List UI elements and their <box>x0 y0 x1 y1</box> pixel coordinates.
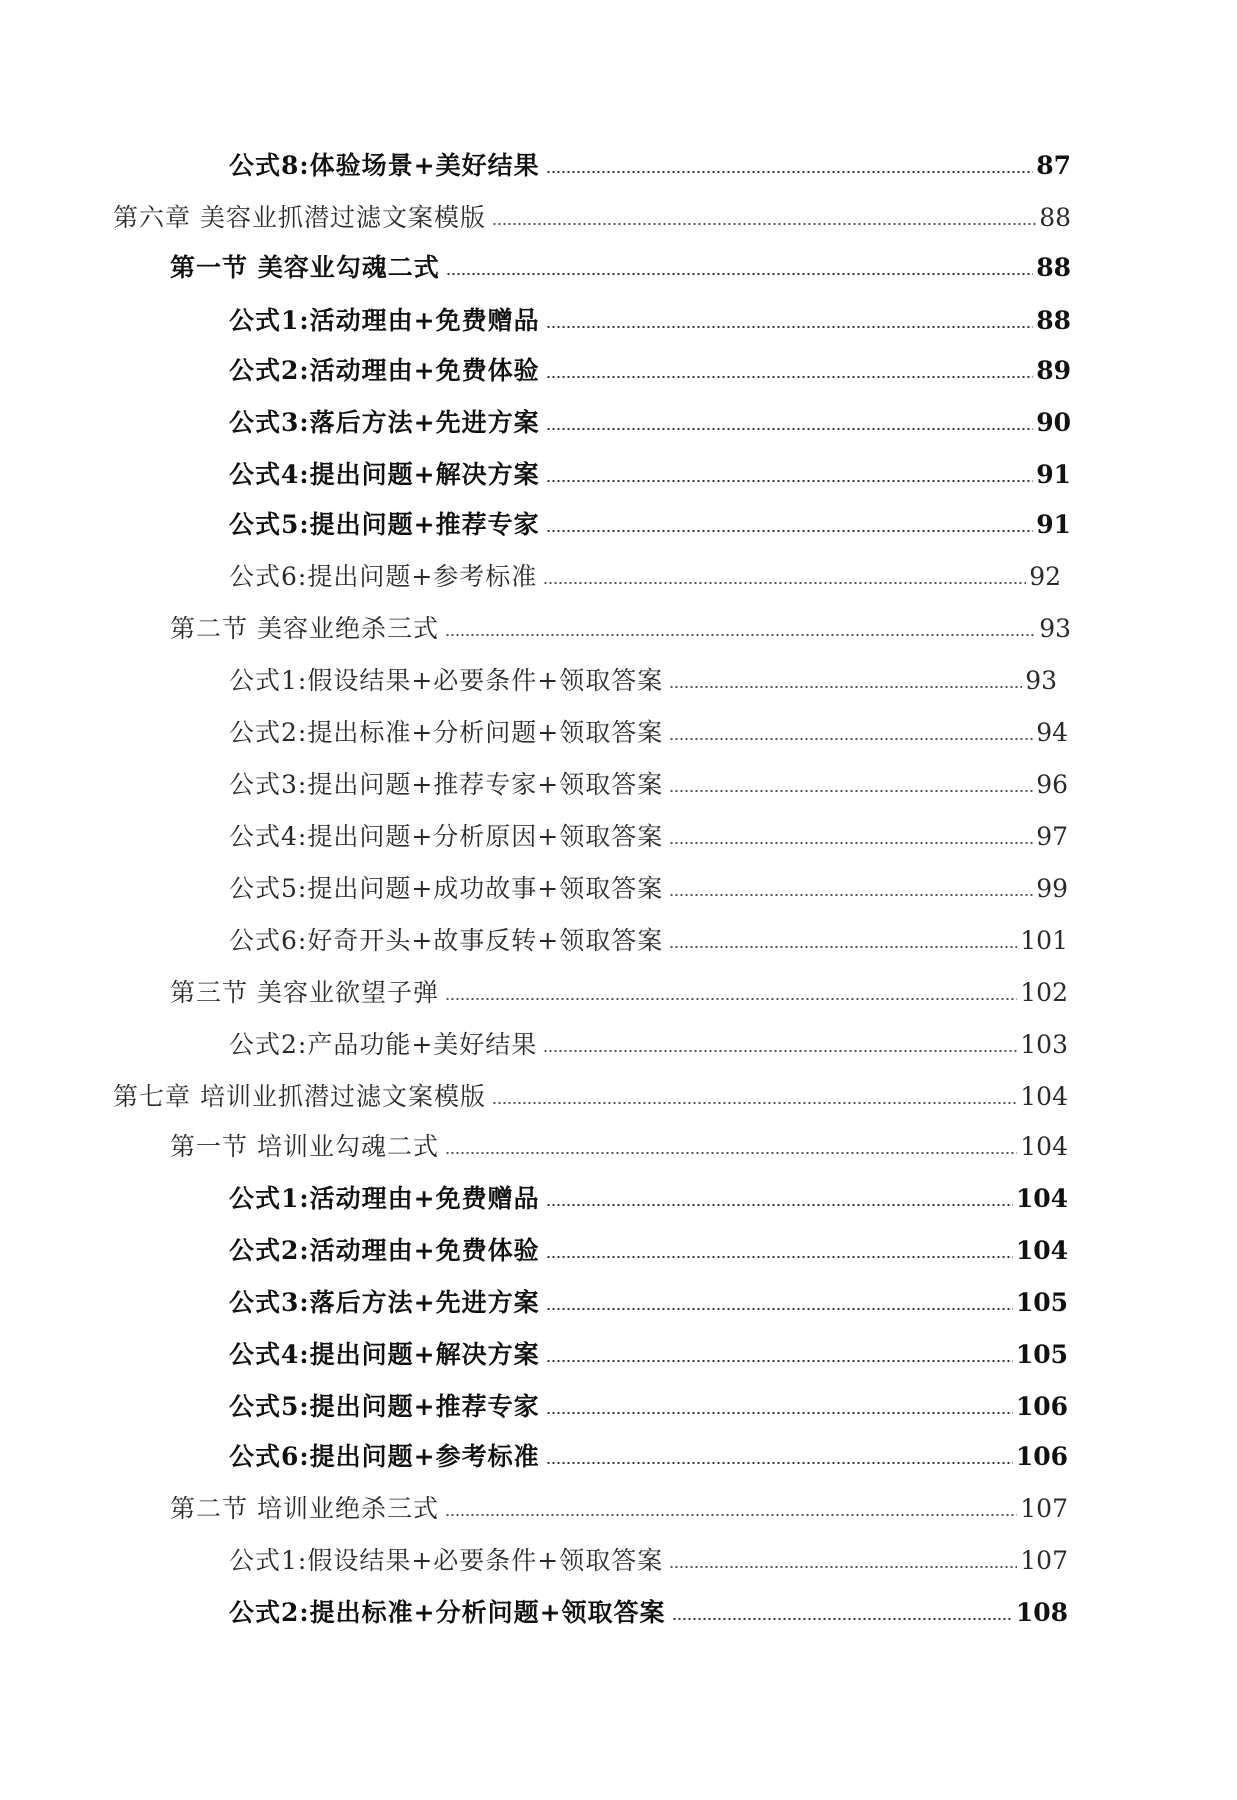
toc-entry[interactable] <box>229 1235 1068 1267</box>
toc-entry-title: 第六章 美容业抓潜过滤文案模版 <box>113 203 486 232</box>
toc-entry-page: 88 <box>1036 253 1071 282</box>
toc-entry[interactable] <box>229 873 1068 905</box>
dot-leader <box>546 1411 1013 1415</box>
toc-entry-page: 88 <box>1036 306 1071 335</box>
toc-entry-page: 97 <box>1036 822 1068 851</box>
toc-entry[interactable] <box>229 150 1071 182</box>
dot-leader <box>669 893 1033 897</box>
toc-entry-title: 公式6:提出问题+参考标准 <box>229 562 538 591</box>
toc-entry-page: 104 <box>1020 1132 1068 1161</box>
toc-section[interactable] <box>170 1493 1068 1525</box>
toc-entry-page: 89 <box>1036 356 1071 385</box>
dot-leader <box>546 1461 1013 1465</box>
toc-entry-page: 87 <box>1036 151 1071 180</box>
toc-entry-title: 第二节 培训业绝杀三式 <box>170 1494 439 1523</box>
toc-entry-title: 公式2:产品功能+美好结果 <box>229 1030 538 1059</box>
toc-entry-page: 91 <box>1036 460 1071 489</box>
toc-entry-title: 公式3:落后方法+先进方案 <box>229 1288 540 1317</box>
toc-entry-page: 104 <box>1015 1184 1068 1213</box>
toc-entry-title: 公式4:提出问题+解决方案 <box>229 460 540 489</box>
dot-leader <box>445 1151 1017 1155</box>
dot-leader <box>669 789 1033 793</box>
dot-leader <box>546 1307 1013 1311</box>
toc-entry[interactable] <box>229 1597 1068 1629</box>
dot-leader <box>669 1565 1017 1569</box>
toc-entry-title: 第三节 美容业欲望子弹 <box>170 978 439 1007</box>
dot-leader <box>669 945 1017 949</box>
toc-entry[interactable] <box>229 305 1071 337</box>
toc-entry[interactable] <box>229 665 1057 697</box>
toc-entry-page: 88 <box>1039 203 1071 232</box>
toc-entry-page: 96 <box>1036 770 1068 799</box>
toc-entry-title: 公式4:提出问题+分析原因+领取答案 <box>229 822 664 851</box>
dot-leader <box>445 997 1017 1001</box>
dot-leader <box>546 529 1034 533</box>
toc-entry-title: 公式1:活动理由+免费赠品 <box>229 306 540 335</box>
toc-entry[interactable] <box>229 407 1071 439</box>
toc-section[interactable] <box>170 977 1068 1009</box>
toc-entry[interactable] <box>229 1287 1068 1319</box>
toc-chapter[interactable] <box>113 202 1071 234</box>
dot-leader <box>546 325 1034 329</box>
dot-leader <box>445 1513 1017 1517</box>
toc-section[interactable] <box>170 613 1071 645</box>
toc-entry-page: 101 <box>1020 926 1068 955</box>
toc-entry-title: 公式2:提出标准+分析问题+领取答案 <box>229 1598 666 1627</box>
toc-section[interactable] <box>170 1131 1068 1163</box>
toc-entry-page: 107 <box>1020 1546 1068 1575</box>
dot-leader <box>546 479 1034 483</box>
toc-entry-page: 99 <box>1036 874 1068 903</box>
toc-entry[interactable] <box>229 1391 1068 1423</box>
toc-entry-title: 公式1:假设结果+必要条件+领取答案 <box>229 666 664 695</box>
toc-entry[interactable] <box>229 1029 1068 1061</box>
toc-entry-title: 公式5:提出问题+推荐专家 <box>229 1392 540 1421</box>
dot-leader <box>669 737 1033 741</box>
toc-entry-page: 103 <box>1020 1030 1068 1059</box>
dot-leader <box>546 1359 1013 1363</box>
toc-entry[interactable] <box>229 717 1068 749</box>
toc-section[interactable] <box>170 252 1071 284</box>
toc-entry-page: 93 <box>1039 614 1071 643</box>
dot-leader <box>543 581 1026 585</box>
toc-entry[interactable] <box>229 509 1071 541</box>
toc-entry-title: 公式6:提出问题+参考标准 <box>229 1442 540 1471</box>
toc-entry-title: 公式5:提出问题+推荐专家 <box>229 510 540 539</box>
toc-entry-page: 105 <box>1015 1288 1068 1317</box>
toc-entry[interactable] <box>229 925 1068 957</box>
toc-entry-page: 102 <box>1020 978 1068 1007</box>
toc-entry-page: 94 <box>1036 718 1068 747</box>
toc-entry-page: 107 <box>1020 1494 1068 1523</box>
toc-entry-title: 公式2:活动理由+免费体验 <box>229 356 540 385</box>
toc-entry-page: 104 <box>1015 1236 1068 1265</box>
toc-entry[interactable] <box>229 1441 1068 1473</box>
toc-entry-title: 第一节 培训业勾魂二式 <box>170 1132 439 1161</box>
dot-leader <box>669 685 1022 689</box>
toc-entry-page: 90 <box>1036 408 1071 437</box>
dot-leader <box>546 427 1034 431</box>
toc-entry-title: 公式2:提出标准+分析问题+领取答案 <box>229 718 664 747</box>
toc-entry-title: 公式1:假设结果+必要条件+领取答案 <box>229 1546 664 1575</box>
toc-entry-title: 公式1:活动理由+免费赠品 <box>229 1184 540 1213</box>
dot-leader <box>446 272 1033 276</box>
toc-entry-page: 108 <box>1015 1598 1068 1627</box>
toc-entry[interactable] <box>229 1183 1068 1215</box>
dot-leader <box>546 375 1034 379</box>
toc-entry[interactable] <box>229 561 1061 593</box>
toc-entry[interactable] <box>229 1339 1068 1371</box>
dot-leader <box>669 841 1033 845</box>
toc-entry-title: 公式8:体验场景+美好结果 <box>229 151 540 180</box>
toc-entry-title: 公式2:活动理由+免费体验 <box>229 1236 540 1265</box>
toc-entry-title: 第二节 美容业绝杀三式 <box>170 614 439 643</box>
toc-entry[interactable] <box>229 769 1068 801</box>
toc-entry-title: 第七章 培训业抓潜过滤文案模版 <box>113 1082 486 1111</box>
toc-entry-title: 第一节 美容业勾魂二式 <box>170 253 440 282</box>
toc-chapter[interactable] <box>113 1081 1068 1113</box>
toc-entry-page: 91 <box>1036 510 1071 539</box>
toc-entry-title: 公式4:提出问题+解决方案 <box>229 1340 540 1369</box>
dot-leader <box>445 633 1036 637</box>
toc-entry[interactable] <box>229 459 1071 491</box>
dot-leader <box>546 170 1034 174</box>
dot-leader <box>546 1203 1013 1207</box>
toc-entry-page: 92 <box>1029 562 1061 591</box>
dot-leader <box>543 1049 1017 1053</box>
dot-leader <box>492 1101 1017 1105</box>
toc-entry-title: 公式6:好奇开头+故事反转+领取答案 <box>229 926 664 955</box>
toc-entry-page: 106 <box>1015 1392 1068 1421</box>
toc-entry-page: 106 <box>1015 1442 1068 1471</box>
toc-entry-title: 公式5:提出问题+成功故事+领取答案 <box>229 874 664 903</box>
toc-entry[interactable] <box>229 1545 1068 1577</box>
toc-entry-title: 公式3:提出问题+推荐专家+领取答案 <box>229 770 664 799</box>
toc-entry-page: 105 <box>1015 1340 1068 1369</box>
dot-leader <box>546 1255 1013 1259</box>
dot-leader <box>492 222 1036 226</box>
toc-entry[interactable] <box>229 821 1068 853</box>
toc-entry[interactable] <box>229 355 1071 387</box>
toc-entry-page: 104 <box>1020 1082 1068 1111</box>
dot-leader <box>672 1617 1013 1621</box>
toc-entry-page: 93 <box>1025 666 1057 695</box>
toc-entry-title: 公式3:落后方法+先进方案 <box>229 408 540 437</box>
